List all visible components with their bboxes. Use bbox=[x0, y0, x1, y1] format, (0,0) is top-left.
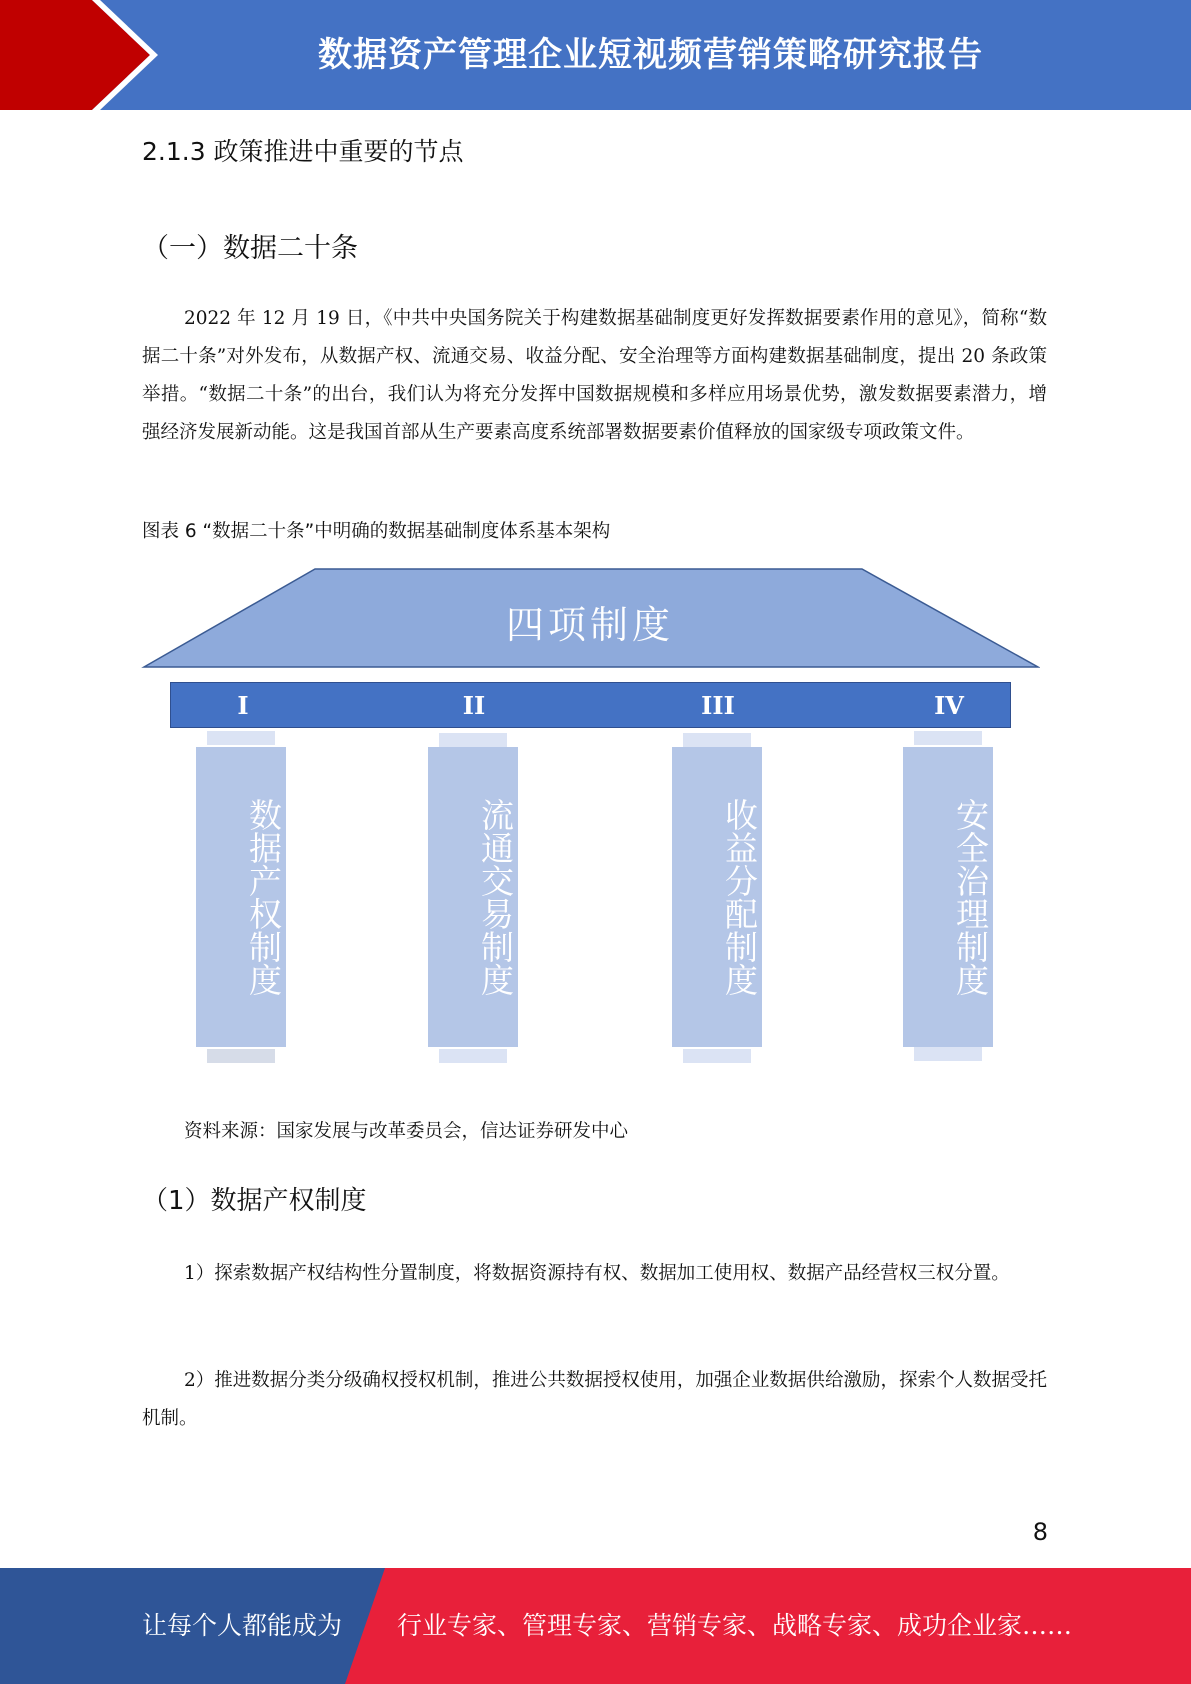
pillar-base-3 bbox=[683, 1049, 751, 1063]
intro-paragraph: 2022 年 12 月 19 日，《中共中央国务院关于构建数据基础制度更好发挥数据要素作用的意见》，简称“数据二十条”对外发布，从数据产权、流通交易、收益分配、安全治理等方面构建数据基础制度，提出 20 条政策举措。“数据二十条”的出台，我们认为将充分发挥中国数据规模和多样应用场景优势，激发数据要素潜力，增强经济发展新动能。这是我国首部从生产要素高度系统部署数据要素价值释放的国家级专项政策文件。 bbox=[142, 308, 1047, 443]
pillar-3-label: 收益分配制度 bbox=[720, 798, 759, 996]
pillar-base-2 bbox=[439, 1049, 507, 1063]
pillar-capital-1 bbox=[207, 731, 275, 745]
roof-label: 四项制度 bbox=[505, 603, 674, 647]
numeral-2: II bbox=[462, 691, 486, 720]
page-footer bbox=[0, 1568, 1191, 1684]
report-title: 数据资产管理企业短视频营销策略研究报告 bbox=[318, 35, 983, 75]
diagram-beam bbox=[170, 682, 1011, 728]
pillar-base-1 bbox=[207, 1049, 275, 1063]
numeral-3: III bbox=[701, 691, 735, 720]
footer-slogan-left: 让每个人都能成为 bbox=[142, 1611, 343, 1640]
pillar-4-label: 安全治理制度 bbox=[951, 798, 990, 996]
pillar-base-4 bbox=[914, 1047, 982, 1061]
footer-slogan-right: 行业专家、管理专家、营销专家、战略专家、成功企业家…… bbox=[397, 1611, 1073, 1640]
pillar-2-label: 流通交易制度 bbox=[476, 798, 515, 996]
list-item: 2）推进数据分类分级确权授权机制，推进公共数据授权使用，加强企业数据供给激励，探索个人数据受托机制。 bbox=[142, 1370, 1047, 1429]
four-systems-diagram bbox=[140, 565, 1040, 1075]
page-number: 8 bbox=[1032, 1518, 1048, 1546]
numeral-1: I bbox=[237, 691, 249, 720]
pillar-capital-2 bbox=[439, 733, 507, 747]
pillar-1-label: 数据产权制度 bbox=[244, 798, 283, 996]
pillar-capital-4 bbox=[914, 731, 982, 745]
property-rights-heading: （1）数据产权制度 bbox=[142, 1186, 367, 1216]
figure-caption: 图表 6 “数据二十条”中明确的数据基础制度体系基本架构 bbox=[142, 521, 611, 542]
pillar-2 bbox=[428, 747, 518, 1047]
list-item: 1）探索数据产权结构性分置制度，将数据资源持有权、数据加工使用权、数据产品经营权三权分置。 bbox=[184, 1263, 1010, 1284]
pillar-4 bbox=[903, 747, 993, 1047]
pillar-capital-3 bbox=[683, 733, 751, 747]
numeral-4: IV bbox=[934, 691, 964, 720]
pillar-3 bbox=[672, 747, 762, 1047]
pillar-1 bbox=[196, 747, 286, 1047]
page-header bbox=[0, 0, 1191, 110]
section-heading: 2.1.3 政策推进中重要的节点 bbox=[142, 137, 464, 166]
figure-source: 资料来源：国家发展与改革委员会，信达证券研发中心 bbox=[184, 1121, 629, 1142]
subsection-heading: （一）数据二十条 bbox=[142, 233, 358, 264]
